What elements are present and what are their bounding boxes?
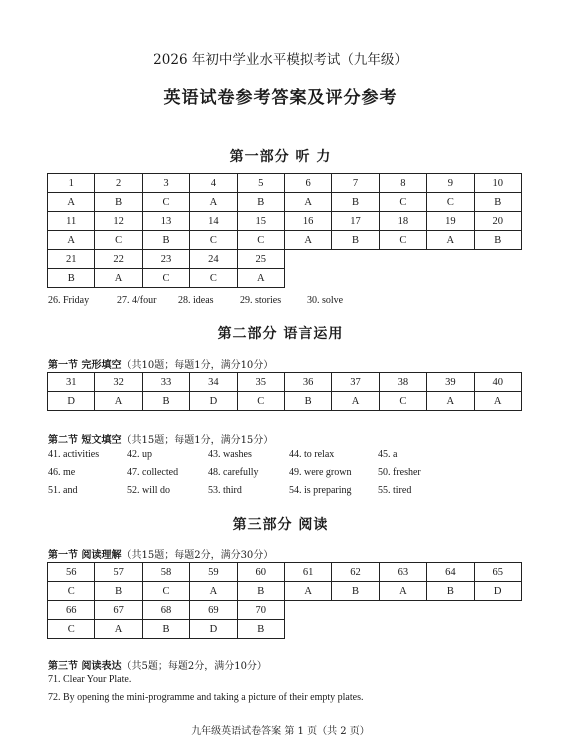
table-cell: 2 — [95, 174, 142, 193]
table-cell: D — [474, 582, 521, 601]
table-cell: A — [190, 193, 237, 212]
table-cell: 61 — [284, 563, 331, 582]
table-cell: 22 — [95, 250, 142, 269]
table-cell: C — [142, 269, 189, 288]
table-row — [48, 620, 522, 639]
table-cell: A — [48, 193, 95, 212]
table-cell: A — [474, 392, 521, 411]
table-cell: C — [95, 231, 142, 250]
table-cell: B — [142, 620, 189, 639]
table-cell: C — [237, 231, 284, 250]
table-cell: 17 — [332, 212, 379, 231]
table-cell: 62 — [332, 563, 379, 582]
table-cell: B — [332, 582, 379, 601]
fill-answer: 47. collected — [127, 467, 179, 478]
table-cell: B — [95, 582, 142, 601]
table-cell: A — [95, 620, 142, 639]
reading-section-note: （共15题；每题2分，满分30分） — [121, 550, 274, 561]
table-cell: 70 — [237, 601, 284, 620]
table-cell: A — [427, 392, 474, 411]
cloze-section-note: （共10题；每题1分，满分10分） — [121, 360, 274, 371]
passage-fill-section-title: 第二节 短文填空 — [48, 435, 122, 446]
table-cell: A — [48, 231, 95, 250]
table-row — [48, 269, 522, 288]
table-cell: A — [237, 269, 284, 288]
table-cell: A — [284, 193, 331, 212]
page-footer: 九年级英语试卷答案 第 1 页（共 2 页） — [191, 726, 370, 737]
table-cell: B — [332, 193, 379, 212]
fill-answer: 53. third — [208, 485, 242, 496]
exam-title: 2026 年初中学业水平模拟考试（九年级） — [153, 52, 408, 68]
table-cell: A — [284, 582, 331, 601]
table-cell: A — [379, 582, 426, 601]
table-cell: C — [190, 231, 237, 250]
table-cell: A — [190, 582, 237, 601]
table-cell: 63 — [379, 563, 426, 582]
table-cell: 67 — [95, 601, 142, 620]
fill-answer: 50. fresher — [378, 467, 421, 478]
table-cell: 10 — [474, 174, 521, 193]
cloze-section-title: 第一节 完形填空 — [48, 360, 122, 371]
table-cell: 40 — [474, 373, 521, 392]
table-cell: 12 — [95, 212, 142, 231]
table-cell: B — [332, 231, 379, 250]
fill-answer: 49. were grown — [289, 467, 352, 478]
answer-72: 72. By opening the mini-programme and taking a picture of their empty plates. — [48, 692, 364, 703]
table-cell: A — [332, 392, 379, 411]
table-cell: B — [142, 392, 189, 411]
table-cell: 60 — [237, 563, 284, 582]
table-cell: 11 — [48, 212, 95, 231]
table-cell: C — [379, 392, 426, 411]
fill-answer: 41. activities — [48, 449, 100, 460]
table-cell: 35 — [237, 373, 284, 392]
answer-29: 29. stories — [240, 295, 282, 306]
cloze-answer-table — [47, 372, 522, 411]
table-cell: 59 — [190, 563, 237, 582]
table-cell: C — [379, 231, 426, 250]
table-cell: 18 — [379, 212, 426, 231]
fill-answer: 54. is preparing — [289, 485, 352, 496]
table-cell: B — [95, 193, 142, 212]
table-cell: 20 — [474, 212, 521, 231]
table-cell: 68 — [142, 601, 189, 620]
table-cell: 15 — [237, 212, 284, 231]
fill-answer: 42. up — [127, 449, 152, 460]
table-cell: C — [48, 620, 95, 639]
fill-answer: 51. and — [48, 485, 78, 496]
reading-section-title: 第一节 阅读理解 — [48, 550, 122, 561]
fill-answer: 43. washes — [208, 449, 252, 460]
reading-expression-section-title: 第三节 阅读表达 — [48, 661, 122, 672]
table-cell: 65 — [474, 563, 521, 582]
table-cell: B — [474, 193, 521, 212]
passage-fill-answers — [0, 449, 561, 509]
table-cell: 9 — [427, 174, 474, 193]
table-row — [48, 231, 522, 250]
table-cell: 23 — [142, 250, 189, 269]
table-cell: 37 — [332, 373, 379, 392]
table-cell: C — [427, 193, 474, 212]
table-cell: C — [142, 193, 189, 212]
fill-answer: 44. to relax — [289, 449, 335, 460]
table-cell: A — [427, 231, 474, 250]
table-cell: 4 — [190, 174, 237, 193]
table-cell: 19 — [427, 212, 474, 231]
table-cell: B — [237, 193, 284, 212]
table-cell: B — [427, 582, 474, 601]
fill-answer: 46. me — [48, 467, 76, 478]
table-row — [48, 212, 522, 231]
table-cell: 38 — [379, 373, 426, 392]
table-cell: 21 — [48, 250, 95, 269]
table-cell: B — [284, 392, 331, 411]
passage-fill-section-note: （共15题；每题1分，满分15分） — [121, 435, 274, 446]
table-row — [48, 174, 522, 193]
reading-expression-section-note: （共5题；每题2分，满分10分） — [121, 661, 267, 672]
fill-answer: 48. carefully — [208, 467, 259, 478]
answer-26: 26. Friday — [48, 295, 90, 306]
table-cell: 66 — [48, 601, 95, 620]
table-row — [48, 582, 522, 601]
table-cell: 1 — [48, 174, 95, 193]
fill-answer: 55. tired — [378, 485, 412, 496]
part1-heading: 第一部分 听 力 — [229, 149, 332, 165]
part2-heading: 第二部分 语言运用 — [217, 326, 344, 342]
table-cell: 5 — [237, 174, 284, 193]
cloze-section-label — [48, 356, 273, 371]
table-cell: 16 — [284, 212, 331, 231]
table-cell: C — [142, 582, 189, 601]
table-cell: 8 — [379, 174, 426, 193]
table-cell: B — [237, 582, 284, 601]
answer-71: 71. Clear Your Plate. — [48, 674, 132, 685]
table-row — [48, 563, 522, 582]
table-cell: 58 — [142, 563, 189, 582]
table-cell: 32 — [95, 373, 142, 392]
table-cell: 57 — [95, 563, 142, 582]
listening-answer-table — [47, 173, 522, 288]
table-cell: C — [190, 269, 237, 288]
answer-30: 30. solve — [307, 295, 344, 306]
reading-answer-table — [47, 562, 522, 639]
table-cell: 7 — [332, 174, 379, 193]
table-cell: B — [48, 269, 95, 288]
document-title: 英语试卷参考答案及评分参考 — [163, 88, 398, 108]
table-cell: C — [48, 582, 95, 601]
reading-section-label — [48, 546, 273, 561]
table-row — [48, 601, 522, 620]
table-cell: B — [474, 231, 521, 250]
table-cell: B — [237, 620, 284, 639]
table-cell: A — [284, 231, 331, 250]
table-cell: D — [190, 392, 237, 411]
table-cell: A — [95, 269, 142, 288]
fill-answer: 52. will do — [127, 485, 171, 496]
reading-expression-section-label — [48, 657, 267, 672]
table-row — [48, 193, 522, 212]
fill-answer: 45. a — [378, 449, 398, 460]
table-cell: 6 — [284, 174, 331, 193]
table-row — [48, 250, 522, 269]
table-cell: C — [379, 193, 426, 212]
table-cell: 64 — [427, 563, 474, 582]
table-cell: B — [142, 231, 189, 250]
table-cell: 24 — [190, 250, 237, 269]
table-cell: 3 — [142, 174, 189, 193]
table-cell: A — [95, 392, 142, 411]
table-cell: D — [190, 620, 237, 639]
table-cell: 33 — [142, 373, 189, 392]
table-cell: 56 — [48, 563, 95, 582]
table-row — [48, 373, 522, 392]
table-cell: 36 — [284, 373, 331, 392]
table-cell: C — [237, 392, 284, 411]
table-row — [48, 392, 522, 411]
table-cell: 69 — [190, 601, 237, 620]
table-cell: 25 — [237, 250, 284, 269]
passage-fill-section-label — [48, 431, 273, 446]
table-cell: 14 — [190, 212, 237, 231]
table-cell: 31 — [48, 373, 95, 392]
answer-28: 28. ideas — [178, 295, 214, 306]
answer-27: 27. 4/four — [117, 295, 157, 306]
table-cell: D — [48, 392, 95, 411]
table-cell: 34 — [190, 373, 237, 392]
table-cell: 13 — [142, 212, 189, 231]
part3-heading: 第三部分 阅读 — [232, 517, 329, 533]
table-cell: 39 — [427, 373, 474, 392]
